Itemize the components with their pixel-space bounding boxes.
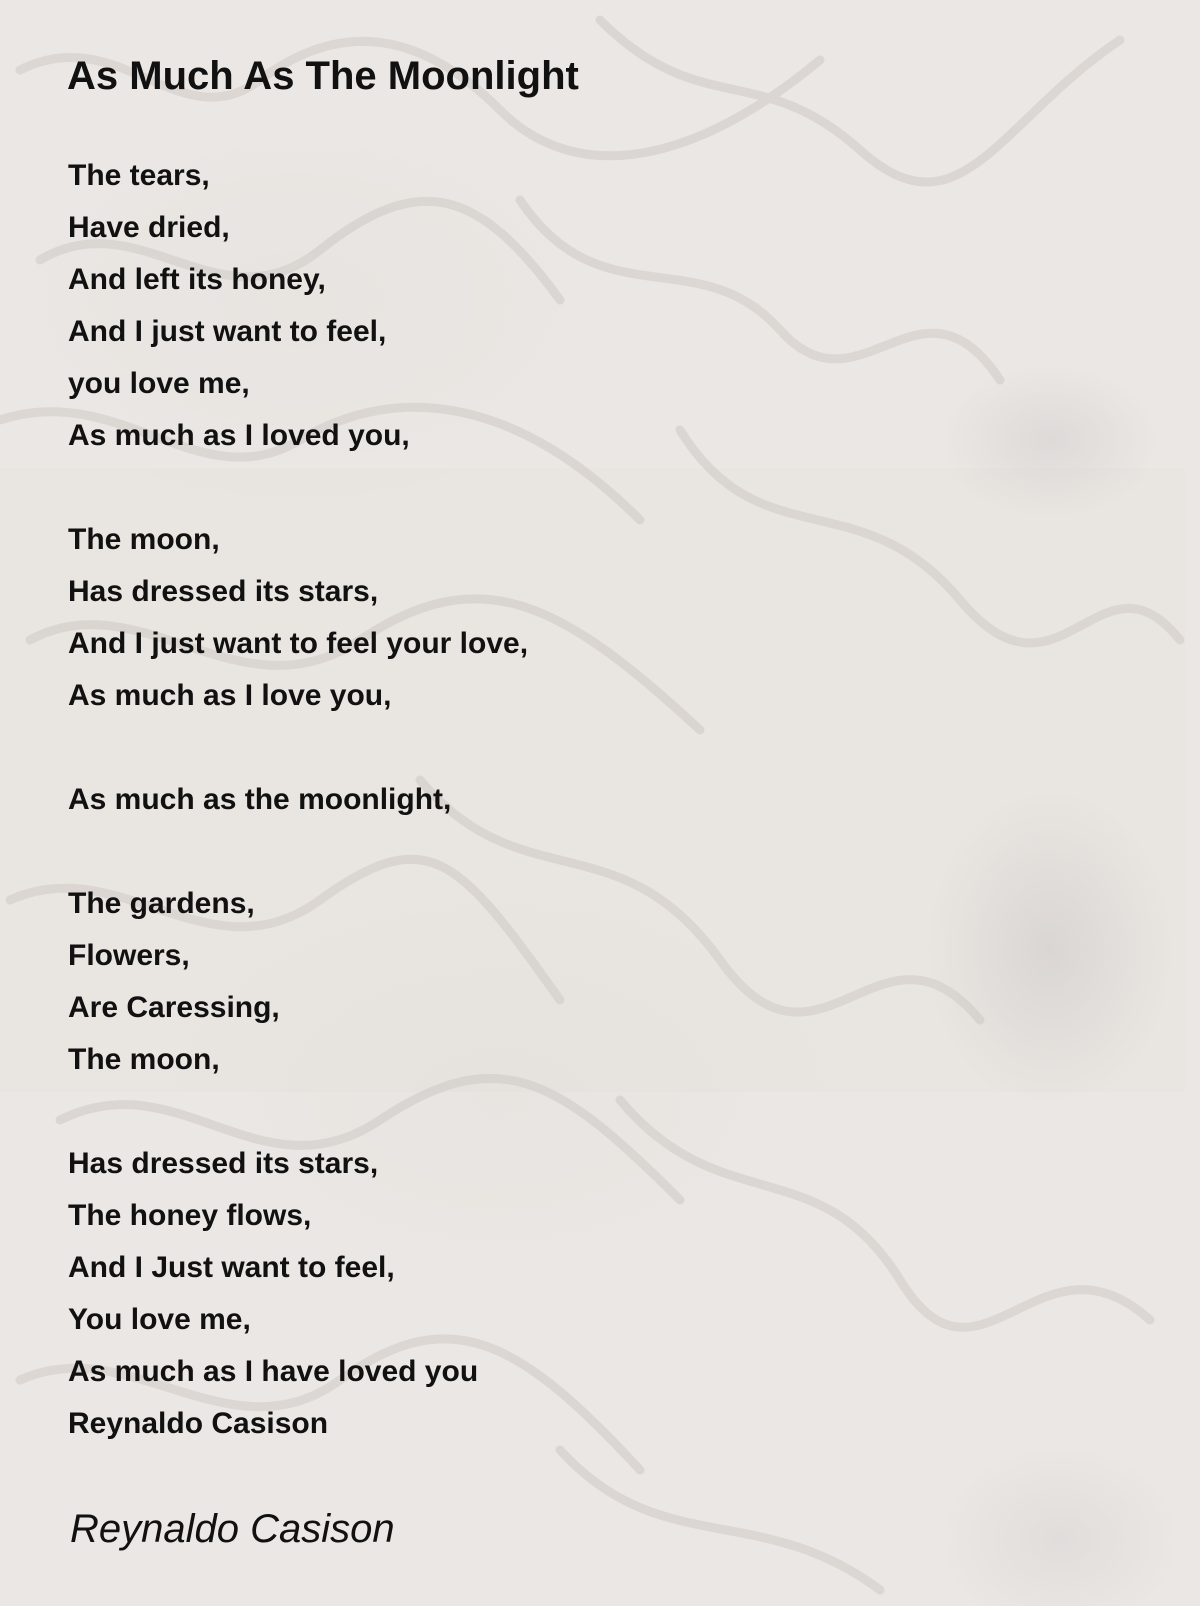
- poem-line: You love me,: [68, 1303, 251, 1336]
- stanza: [68, 774, 968, 826]
- poem-line: As much as the moonlight,: [68, 783, 452, 816]
- poem-author: Reynaldo Casison: [70, 1507, 395, 1551]
- poem-title: As Much As The Moonlight: [67, 54, 579, 98]
- poem-line: And I just want to feel,: [68, 315, 387, 348]
- poem-line: The gardens,: [68, 887, 255, 920]
- poem-line: Flowers,: [68, 939, 190, 972]
- poem-line: And I just want to feel your love,: [68, 627, 529, 660]
- poem-line-signature: Reynaldo Casison: [68, 1407, 329, 1440]
- poem-line: The honey flows,: [68, 1199, 312, 1232]
- poem-line: Has dressed its stars,: [68, 575, 379, 608]
- poem-line: And left its honey,: [68, 263, 326, 296]
- poem-line: The moon,: [68, 523, 220, 556]
- poem-line: you love me,: [68, 367, 250, 400]
- poem-line: As much as I loved you,: [68, 419, 410, 452]
- poem-line: Are Caressing,: [68, 991, 280, 1024]
- stanza: [68, 878, 968, 1086]
- poem-line: As much as I love you,: [68, 679, 392, 712]
- poem-line: The tears,: [68, 159, 210, 192]
- poem-line: And I Just want to feel,: [68, 1251, 395, 1284]
- poem-line: Have dried,: [68, 211, 230, 244]
- stanza: [68, 150, 968, 462]
- poem-line: Has dressed its stars,: [68, 1147, 379, 1180]
- stanza: [68, 514, 968, 722]
- poem-line: As much as I have loved you: [68, 1355, 479, 1388]
- poem-body: [68, 150, 968, 1502]
- poem-line: The moon,: [68, 1043, 220, 1076]
- stanza: [68, 1138, 968, 1450]
